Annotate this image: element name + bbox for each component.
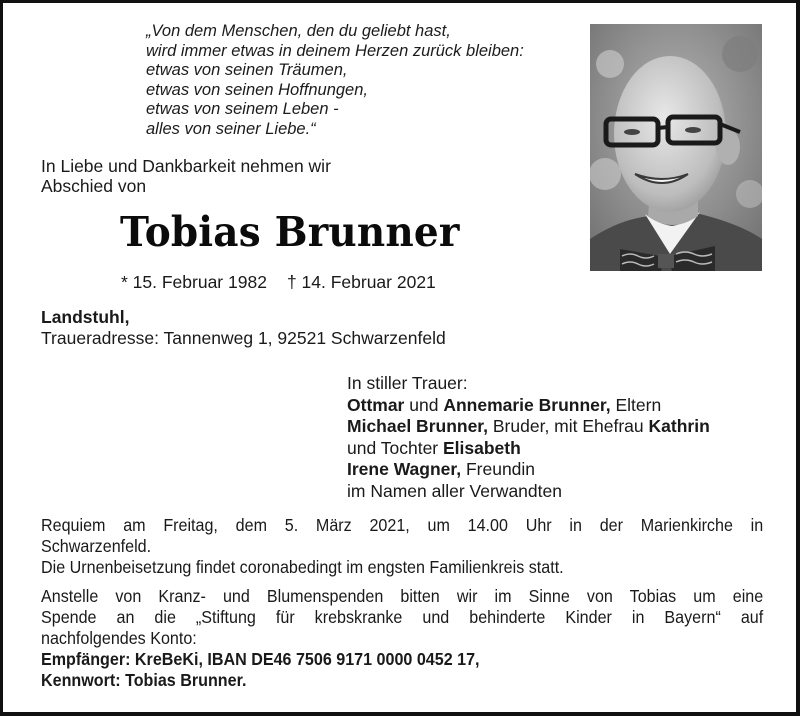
mourner-line-niece — [347, 438, 710, 460]
mourner-name: Annemarie Brunner, — [443, 394, 611, 415]
requiem-line: Schwarzenfeld. — [41, 536, 152, 557]
mourner-line-brother — [347, 416, 710, 438]
relation-text: Bruder, mit Ehefrau — [488, 416, 649, 436]
quote-line: etwas von seinen Träumen, — [146, 61, 348, 80]
mourner-name: Ottmar — [347, 394, 405, 415]
relation-text: Eltern — [610, 394, 662, 415]
life-dates — [121, 272, 436, 293]
intro-line: Abschied von — [41, 175, 147, 196]
relation-text: und Tochter — [347, 437, 443, 458]
mourner-name: Irene Wagner, — [347, 459, 462, 479]
deceased-name: Tobias Brunner — [120, 208, 460, 256]
donation-keyword: Kennwort: Tobias Brunner. — [41, 670, 247, 691]
town: Landstuhl, — [41, 307, 130, 327]
intro-line: In Liebe und Dankbarkeit nehmen wir — [41, 156, 331, 176]
requiem-line: Requiem am Freitag, dem 5. März 2021, um 14.00 Uhr in der Marienkirche in — [41, 515, 764, 535]
connector-text: und — [404, 394, 444, 415]
quote-line: „Von dem Menschen, den du geliebt hast, — [146, 22, 451, 40]
service-paragraph — [41, 515, 763, 692]
quote-line: etwas von seinem Leben - — [146, 100, 339, 119]
mourner-name: Michael Brunner, — [347, 416, 489, 436]
mourning-address: Traueradresse: Tannenweg 1, 92521 Schwarzenfeld — [41, 328, 446, 348]
portrait-image — [590, 24, 762, 271]
urn-burial-line: Die Urnenbeisetzung findet coronabedingt im engsten Familienkreis statt. — [41, 557, 564, 578]
quote-line: etwas von seinen Hoffnungen, — [146, 80, 368, 99]
mourner-line-parents — [347, 395, 710, 417]
mourner-line-relatives: im Namen aller Verwandten — [347, 480, 562, 501]
donation-line: Spende an die „Stiftung für krebskranke und behinderte Kinder in Bayern“ auf — [41, 606, 764, 627]
location-block — [41, 307, 446, 349]
mourner-name: Kathrin — [648, 416, 710, 436]
quote-line: wird immer etwas in deinem Herzen zurück bleiben: — [146, 41, 524, 60]
mourner-line-friend — [347, 459, 710, 481]
bank-details: Empfänger: KreBeKi, IBAN DE46 7506 9171 0000 0452 17, — [41, 649, 480, 670]
quote-line: alles von seiner Liebe.“ — [146, 119, 316, 138]
donation-line: Anstelle von Kranz- und Blumenspenden bitten wir im Sinne von Tobias um eine — [41, 585, 764, 606]
mourners-heading: In stiller Trauer: — [347, 373, 468, 393]
relation-text: Freundin — [461, 459, 536, 479]
service-and-donation-info — [41, 515, 763, 692]
donation-line: nachfolgendes Konto: — [41, 628, 197, 649]
intro-text — [41, 157, 331, 196]
mourner-name: Elisabeth — [443, 437, 521, 458]
memorial-quote — [146, 22, 524, 140]
death-date: † 14. Februar 2021 — [286, 272, 436, 292]
portrait-photo — [590, 24, 762, 271]
birth-date: * 15. Februar 1982 — [121, 272, 267, 292]
mourners-list — [347, 373, 710, 502]
